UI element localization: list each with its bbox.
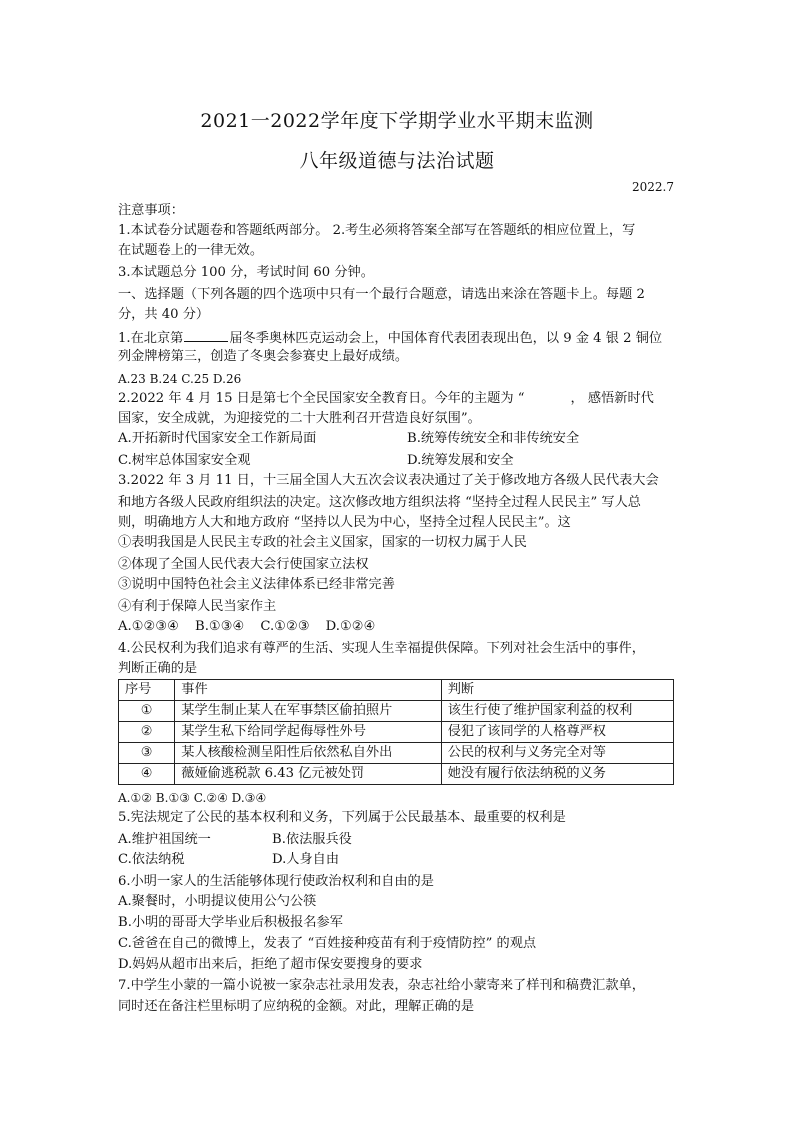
- table-row: [119, 764, 674, 785]
- table-header-row: [119, 680, 674, 701]
- q5-stem: 5.宪法规定了公民的基本权利和义务，下列属于公民最基本、最重要的权利是: [118, 810, 566, 825]
- table-cell-event: 薇娅偷逃税款 6.43 亿元被处罚: [175, 764, 441, 785]
- notice-heading: 注意事项：: [118, 203, 184, 218]
- q3-option-d: D.①②④: [325, 619, 376, 634]
- q2-option-a: A.开拓新时代国家安全工作新局面: [118, 431, 317, 446]
- table-cell-number: ④: [119, 764, 175, 785]
- q3-statement-1: ①表明我国是人民民主专政的社会主义国家，国家的一切权力属于人民: [118, 535, 527, 550]
- q2-stem-part-b: ， 感悟新时代: [570, 391, 654, 406]
- q2-stem-line-2: 国家，安全成就，为迎接党的二十大胜利召开营造良好氛围”。: [118, 411, 481, 426]
- q5-option-c: C.依法纳税: [118, 852, 185, 867]
- table-cell-judgement: 她没有履行依法纳税的义务: [441, 764, 673, 785]
- exam-title: 2021一2022学年度下学期学业水平期末监测: [200, 110, 594, 132]
- q3-options: [118, 617, 391, 637]
- exam-subtitle: 八年级道德与法治试题: [299, 150, 495, 172]
- q3-statement-3: ③说明中国特色社会主义法律体系已经非常完善: [118, 577, 395, 592]
- q2-option-b: B.统筹传统安全和非传统安全: [407, 431, 580, 446]
- table-cell-number: ①: [119, 701, 175, 722]
- q4-stem-line-1: 4.公民权利为我们追求有尊严的生活、实现人生幸福提供保障。下列对社会生活中的事件，: [118, 641, 645, 656]
- q3-stem-line-1: 3.2022 年 3 月 11 日，十三届全国人大五次会议表决通过了关于修改地方各级人民代表大会: [118, 473, 659, 488]
- q6-option-b: B.小明的哥哥大学毕业后积极报名参军: [118, 915, 343, 930]
- q5-option-d: D.人身自由: [272, 852, 340, 867]
- q2-option-c: C.树牢总体国家安全观: [118, 453, 251, 468]
- q4-stem-line-2: 判断正确的是: [118, 661, 198, 676]
- q3-statement-4: ④有利于保障人民当家作主: [118, 599, 277, 614]
- q6-option-a: A.聚餐时，小明提议使用公勺公筷: [118, 894, 317, 909]
- q3-stem-line-3: 则，明确地方人大和地方政府 “坚持以人民为中心，坚持全过程人民民主”。这: [118, 515, 571, 530]
- q3-option-c: C.①②③: [260, 619, 310, 634]
- q6-stem: 6.小明一家人的生活能够体现行使政治权利和自由的是: [118, 874, 434, 889]
- q7-stem-line-1: 7.中学生小蒙的一篇小说被一家杂志社录用发表，杂志社给小蒙寄来了样刊和稿费汇款单，: [118, 978, 645, 993]
- table-cell-event: 某人核酸检测呈阳性后依然私自外出: [175, 743, 441, 764]
- exam-date: 2022.7: [632, 180, 674, 194]
- q4-table: [118, 679, 674, 785]
- q6-option-d: D.妈妈从超市出来后，拒绝了超市保安要搜身的要求: [118, 957, 423, 972]
- notice-line-3: 3.本试题总分 100 分，考试时间 60 分钟。: [118, 265, 374, 280]
- table-row: [119, 722, 674, 743]
- table-cell-judgement: 该生行使了维护国家利益的权利: [441, 701, 673, 722]
- q4-options: A.①② B.①③ C.②④ D.③④: [118, 791, 267, 805]
- q5-option-b: B.依法服兵役: [272, 832, 352, 847]
- table-cell-event: 某学生制止某人在军事禁区偷拍照片: [175, 701, 441, 722]
- section-heading-1: 一、选择题（下列各题的四个选项中只有一个最行合题意，请选出来涂在答题卡上。每题 2: [118, 287, 645, 302]
- table-cell-judgement: 公民的权利与义务完全对等: [441, 743, 673, 764]
- q1-stem-line-2: 列金牌榜第三，创造了冬奥会参赛史上最好成绩。: [118, 349, 409, 364]
- section-heading-2: 分，共 40 分）: [118, 307, 210, 322]
- notice-line-2: 在试题卷上的一律无效。: [118, 243, 264, 258]
- q1-options: A.23 B.24 C.25 D.26: [118, 372, 242, 386]
- table-header-cell: 判断: [441, 680, 673, 701]
- table-cell-judgement: 侵犯了该同学的人格尊严权: [441, 722, 673, 743]
- table-cell-number: ③: [119, 743, 175, 764]
- q3-option-a: A.①②③④: [118, 619, 180, 634]
- notice-line-1: 1.本试卷分试题卷和答题纸两部分。 2.考生必须将答案全部写在答题纸的相应位置上，写: [118, 223, 636, 238]
- q1-stem-part-b: 届冬季奥林匹克运动会上，中国体育代表团表现出色，以 9 金 4 银 2 铜位: [229, 331, 663, 346]
- table-row: [119, 701, 674, 722]
- q1-stem-part-a: 1.在北京第: [118, 331, 184, 346]
- table-cell-number: ②: [119, 722, 175, 743]
- q2-stem-part-a: 2.2022 年 4 月 15 日是第七个全民国家安全教育日。今年的主题为 “: [118, 391, 525, 406]
- q5-option-a: A.维护祖国统一: [118, 832, 211, 847]
- table-header-cell: 序号: [119, 680, 175, 701]
- q2-option-d: D.统筹发展和安全: [407, 453, 514, 468]
- q6-option-c: C.爸爸在自己的微博上，发表了 “百姓接种疫苗有利于疫情防控” 的观点: [118, 936, 537, 951]
- q3-option-b: B.①③④: [195, 619, 245, 634]
- answer-blank: [184, 327, 228, 342]
- q2-stem: [118, 389, 654, 409]
- q7-stem-line-2: 同时还在备注栏里标明了应纳税的金额。对此，理解正确的是: [118, 999, 475, 1014]
- q3-stem-line-2: 和地方各级人民政府组织法的决定。这次修改地方组织法将 “坚持全过程人民民主” 写人总: [118, 495, 641, 510]
- q3-statement-2: ②体现了全国人民代表大会行使国家立法权: [118, 557, 369, 572]
- table-row: [119, 743, 674, 764]
- q1-stem: [118, 327, 662, 349]
- table-header-cell: 事件: [175, 680, 441, 701]
- table-cell-event: 某学生私下给同学起侮辱性外号: [175, 722, 441, 743]
